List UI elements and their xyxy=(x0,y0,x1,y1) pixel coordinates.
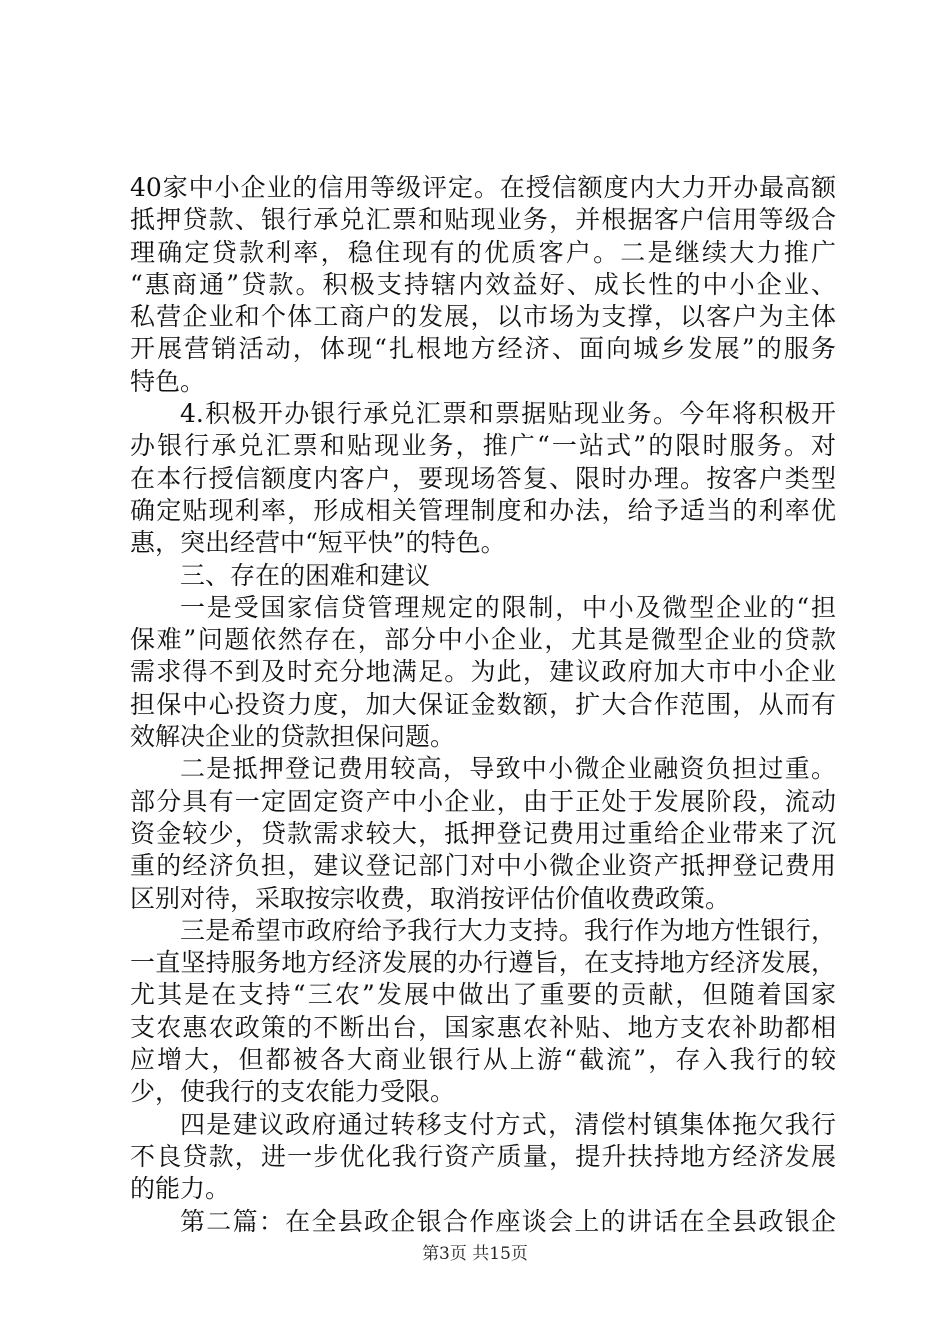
text-line: 区别对待，采取按宗收费，取消按评估价值收费政策。 xyxy=(130,883,731,913)
text-line: 部分具有一定固定资产中小企业，由于正处于发展阶段，流动 xyxy=(130,786,836,816)
text-line: 惠，突出经营中“短平快”的特色。 xyxy=(130,528,506,558)
text-line: 特色。 xyxy=(130,366,206,396)
document-body xyxy=(130,172,836,1238)
text-line: 在本行授信额度内客户，要现场答复、限时办理。按客户类型 xyxy=(130,463,836,493)
text-line: 少，使我行的支农能力受限。 xyxy=(130,1077,456,1107)
page-footer: 第3页 共15页 xyxy=(422,1244,528,1264)
text-line: 一直坚持服务地方经济发展的办行遵旨，在支持地方经济发展， xyxy=(130,948,836,978)
text-line: 办银行承兑汇票和贴现业务，推广“一站式”的限时服务。对 xyxy=(130,431,836,461)
text-line: 四是建议政府通过转移支付方式，清偿村镇集体拖欠我行 xyxy=(180,1109,836,1139)
text-line: 的能力。 xyxy=(130,1174,231,1204)
text-line: 保难”问题依然存在，部分中小企业，尤其是微型企业的贷款 xyxy=(130,625,836,655)
text-line: 尤其是在支持“三农”发展中做出了重要的贡献，但随着国家 xyxy=(130,980,836,1010)
text-line: 效解决企业的贷款担保问题。 xyxy=(130,722,456,752)
text-line: 担保中心投资力度，加大保证金数额，扩大合作范围，从而有 xyxy=(130,689,836,719)
text-line: 应增大，但都被各大商业银行从上游“截流”，存入我行的较 xyxy=(130,1045,836,1075)
text-line: 理确定贷款利率，稳住现有的优质客户。二是继续大力推广 xyxy=(130,237,836,267)
text-line: 三、存在的困难和建议 xyxy=(180,560,431,590)
text-line: 二是抵押登记费用较高，导致中小微企业融资负担过重。 xyxy=(180,754,836,784)
text-line: 需求得不到及时充分地满足。为此，建议政府加大市中小企业 xyxy=(130,657,836,687)
text-line: 开展营销活动，体现“扎根地方经济、面向城乡发展”的服务 xyxy=(130,334,836,364)
text-line: 私营企业和个体工商户的发展，以市场为支撑，以客户为主体 xyxy=(130,302,836,332)
text-line: 重的经济负担，建议登记部门对中小微企业资产抵押登记费用 xyxy=(130,851,836,881)
text-line: 抵押贷款、银行承兑汇票和贴现业务，并根据客户信用等级合 xyxy=(130,205,836,235)
text-line: 支农惠农政策的不断出台，国家惠农补贴、地方支农补助都相 xyxy=(130,1012,836,1042)
text-line: “惠商通”贷款。积极支持辖内效益好、成长性的中小企业、 xyxy=(130,269,836,299)
text-line: 40家中小企业的信用等级评定。在授信额度内大力开办最高额 xyxy=(130,173,836,202)
text-line: 三是希望市政府给予我行大力支持。我行作为地方性银行， xyxy=(180,915,836,945)
text-line: 资金较少，贷款需求较大，抵押登记费用过重给企业带来了沉 xyxy=(130,818,836,848)
text-line: 确定贴现利率，形成相关管理制度和办法，给予适当的利率优 xyxy=(130,495,836,525)
text-line: 不良贷款，进一步优化我行资产质量，提升扶持地方经济发展 xyxy=(130,1141,836,1171)
text-line: 一是受国家信贷管理规定的限制，中小及微型企业的“担 xyxy=(180,592,836,622)
text-line: 第二篇：在全县政企银合作座谈会上的讲话在全县政银企 xyxy=(180,1206,836,1236)
text-line: 4.积极开办银行承兑汇票和票据贴现业务。今年将积极开 xyxy=(180,399,836,429)
